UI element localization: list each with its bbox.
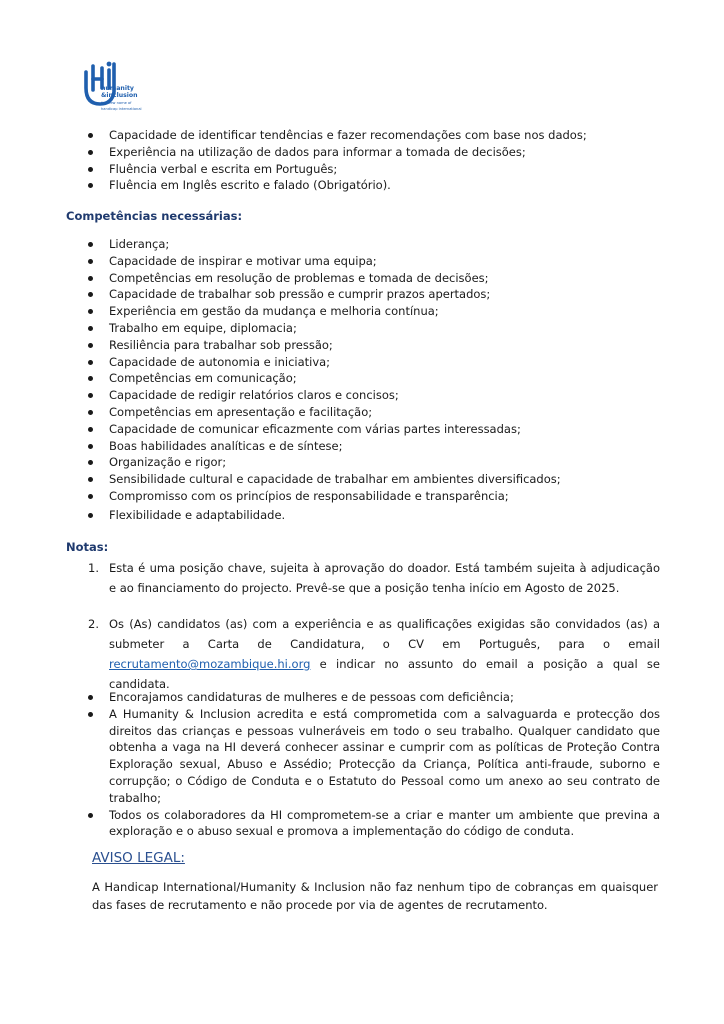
competencias-heading: Competências necessárias: bbox=[66, 209, 243, 223]
list-item: Encorajamos candidaturas de mulheres e de pessoas com deficiência; bbox=[88, 689, 660, 706]
email-link[interactable]: recrutamento@mozambique.hi.org bbox=[109, 657, 311, 671]
note-text-before: Os (As) candidatos (as) com a experiência e as qualificações exigidas são convidados (as) a submeter a Carta de Candidatura, o CV em Português, para o email bbox=[109, 617, 660, 651]
note-text bbox=[109, 614, 660, 694]
list-item: Capacidade de trabalhar sob pressão e cumprir prazos apertados; bbox=[88, 286, 668, 303]
notas-heading: Notas: bbox=[66, 540, 109, 554]
note-item-1 bbox=[88, 558, 660, 598]
list-item: Fluência verbal e escrita em Português; bbox=[88, 161, 668, 178]
note-item-2 bbox=[88, 614, 660, 694]
list-item: A Humanity & Inclusion acredita e está comprometida com a salvaguarda e protecção dos direitos das crianças e pessoas vulneráveis em todo o seu trabalho. Qualquer candidato que obtenha a vaga na HI deverá conhecer assinar e cumprir com as políticas de Proteção Contra Exploração sexual, Abuso e Assédio; Protecção da Criança, Política anti-fraude, suborno e corrupção; o Código de Conduta e o Estatuto do Pessoal como um anexo ao seu contrato de trabalho; bbox=[88, 706, 660, 807]
list-item: Experiência em gestão da mudança e melhoria contínua; bbox=[88, 303, 668, 320]
list-item: Capacidade de autonomia e iniciativa; bbox=[88, 354, 668, 371]
note-number: 2. bbox=[88, 617, 99, 631]
logo-tagline-line1: the new name of bbox=[101, 101, 132, 106]
logo-brand-line1: humanity bbox=[101, 85, 134, 92]
list-item: Fluência em Inglês escrito e falado (Obrigatório). bbox=[88, 177, 668, 194]
policy-list bbox=[88, 689, 660, 840]
list-item: Liderança; bbox=[88, 236, 668, 253]
logo-wordmark bbox=[101, 86, 181, 111]
note-number: 1. bbox=[88, 561, 99, 575]
logo-tagline-line2: handicap international bbox=[101, 107, 142, 112]
list-item: Capacidade de identificar tendências e fazer recomendações com base nos dados; bbox=[88, 127, 668, 144]
list-item: Capacidade de comunicar eficazmente com várias partes interessadas; bbox=[88, 421, 668, 438]
logo-brand-line2: &inclusion bbox=[101, 91, 138, 99]
list-item: Boas habilidades analíticas e de síntese; bbox=[88, 438, 668, 455]
list-item: Capacidade de inspirar e motivar uma equipa; bbox=[88, 253, 668, 270]
aviso-legal-heading: AVISO LEGAL: bbox=[92, 850, 185, 866]
requirements-list bbox=[88, 127, 668, 194]
competencias-list bbox=[88, 236, 668, 524]
list-item: Sensibilidade cultural e capacidade de trabalhar em ambientes diversificados; bbox=[88, 471, 668, 488]
list-item: Organização e rigor; bbox=[88, 454, 668, 471]
note-text-after: e indicar no assunto do email a posição a qual se candidata. bbox=[109, 657, 660, 691]
list-item: Competências em resolução de problemas e tomada de decisões; bbox=[88, 270, 668, 287]
list-item: Experiência na utilização de dados para informar a tomada de decisões; bbox=[88, 144, 668, 161]
list-item: Trabalho em equipe, diplomacia; bbox=[88, 320, 668, 337]
list-item: Flexibilidade e adaptabilidade. bbox=[88, 507, 668, 524]
list-item: Resiliência para trabalhar sob pressão; bbox=[88, 337, 668, 354]
list-item: Competências em comunicação; bbox=[88, 370, 668, 387]
list-item: Compromisso com os princípios de responsabilidade e transparência; bbox=[88, 488, 668, 505]
list-item: Todos os colaboradores da HI comprometem-se a criar e manter um ambiente que previna a exploração e o abuso sexual e promova a implementação do código de conduta. bbox=[88, 807, 660, 841]
list-item: Capacidade de redigir relatórios claros e concisos; bbox=[88, 387, 668, 404]
aviso-legal-text: A Handicap International/Humanity & Inclusion não faz nenhum tipo de cobranças em quaisquer das fases de recrutamento e não procede por via de agentes de recrutamento. bbox=[92, 880, 658, 912]
note-text: Esta é uma posição chave, sujeita à aprovação do doador. Está também sujeita à adjudicação e ao financiamento do projecto. Prevê-se que a posição tenha início em Agosto de 2025. bbox=[109, 561, 660, 595]
list-item: Competências em apresentação e facilitação; bbox=[88, 404, 668, 421]
